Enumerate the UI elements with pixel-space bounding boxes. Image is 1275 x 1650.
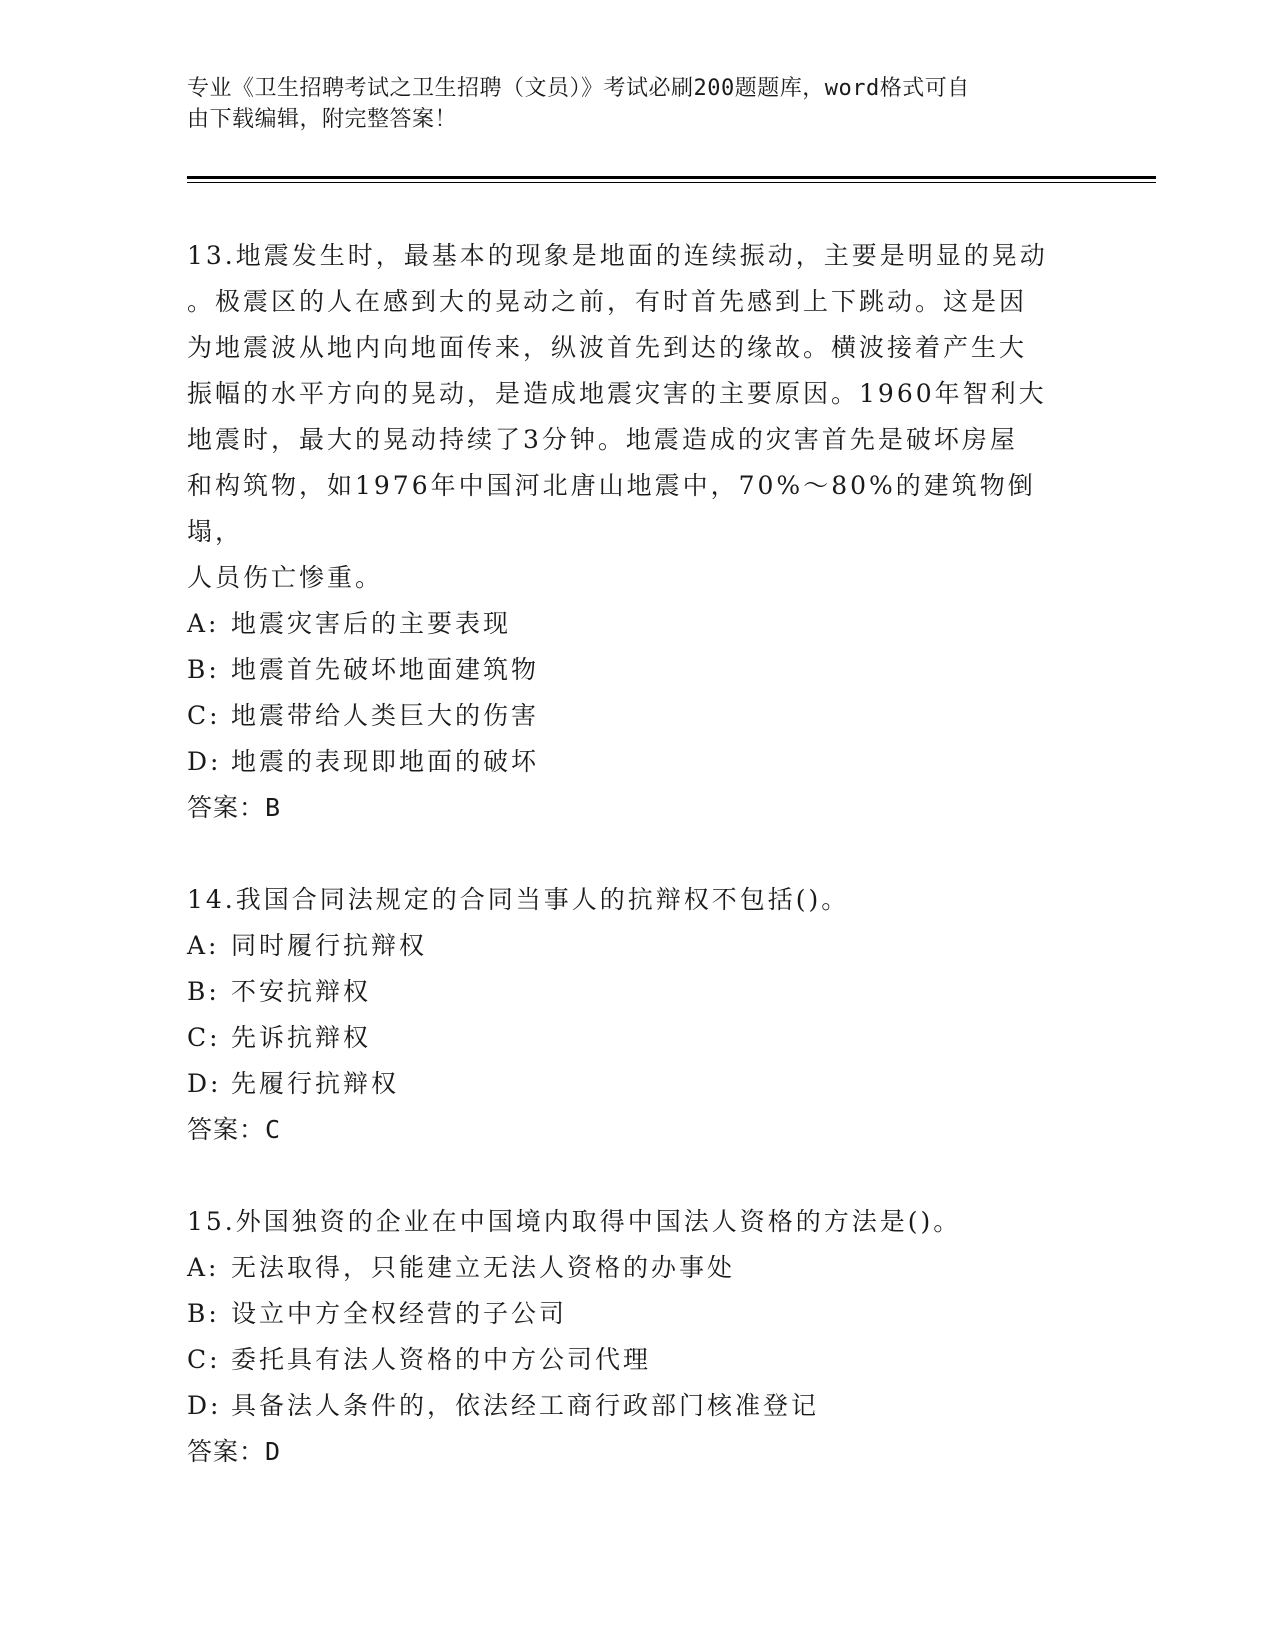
option-text: 地震灾害后的主要表现 xyxy=(231,609,512,638)
option-b xyxy=(187,1291,1067,1337)
option-key: A: xyxy=(187,931,220,960)
question-list xyxy=(187,233,1067,1521)
header-rule-thick xyxy=(187,176,1156,179)
stem-line: 振幅的水平方向的晃动，是造成地震灾害的主要原因。1960年智利大 xyxy=(187,379,1047,408)
option-list xyxy=(187,1245,1067,1429)
option-d xyxy=(187,739,1067,785)
option-text: 设立中方全权经营的子公司 xyxy=(231,1299,568,1328)
option-text: 先履行抗辩权 xyxy=(231,1069,400,1098)
option-c xyxy=(187,693,1067,739)
option-key: B: xyxy=(187,1299,220,1328)
header-line-1: 专业《卫生招聘考试之卫生招聘（文员）》考试必刷200题题库，word格式可自 xyxy=(187,76,970,101)
answer-line: 答案：B xyxy=(187,793,282,822)
option-key: B: xyxy=(187,655,220,684)
stem-line: 为地震波从地内向地面传来，纵波首先到达的缘故。横波接着产生大 xyxy=(187,333,1028,362)
option-key: C: xyxy=(187,1345,221,1374)
option-key: B: xyxy=(187,977,220,1006)
stem-line: 15.外国独资的企业在中国境内取得中国法人资格的方法是()。 xyxy=(187,1207,962,1236)
option-text: 具备法人条件的，依法经工商行政部门核准登记 xyxy=(231,1391,820,1420)
question-15 xyxy=(187,1199,1067,1475)
header-rule-thin xyxy=(187,182,1156,183)
stem-line: 14.我国合同法规定的合同当事人的抗辩权不包括()。 xyxy=(187,885,850,914)
stem-line: 地震时，最大的晃动持续了3分钟。地震造成的灾害首先是破坏房屋 xyxy=(187,425,1018,454)
option-a xyxy=(187,923,1067,969)
document-header xyxy=(187,73,1067,135)
option-text: 地震带给人类巨大的伤害 xyxy=(231,701,540,730)
option-list xyxy=(187,923,1067,1107)
question-stem xyxy=(187,233,1067,601)
option-b xyxy=(187,969,1067,1015)
option-text: 先诉抗辩权 xyxy=(231,1023,372,1052)
option-key: A: xyxy=(187,609,220,638)
option-d xyxy=(187,1061,1067,1107)
question-14 xyxy=(187,877,1067,1153)
header-line-2: 由下载编辑，附完整答案！ xyxy=(187,107,458,132)
option-a xyxy=(187,1245,1067,1291)
option-c xyxy=(187,1337,1067,1383)
option-text: 无法取得，只能建立无法人资格的办事处 xyxy=(231,1253,736,1282)
answer-line: 答案：D xyxy=(187,1437,282,1466)
option-d xyxy=(187,1383,1067,1429)
option-key: D: xyxy=(187,1391,222,1420)
option-key: A: xyxy=(187,1253,220,1282)
option-text: 不安抗辩权 xyxy=(231,977,372,1006)
stem-line: 13.地震发生时，最基本的现象是地面的连续振动，主要是明显的晃动 xyxy=(187,241,1048,270)
question-stem xyxy=(187,1199,1067,1245)
stem-line: 。极震区的人在感到大的晃动之前，有时首先感到上下跳动。这是因 xyxy=(187,287,1028,316)
option-text: 地震首先破坏地面建筑物 xyxy=(231,655,540,684)
option-key: C: xyxy=(187,701,221,730)
option-text: 地震的表现即地面的破坏 xyxy=(231,747,540,776)
option-key: D: xyxy=(187,1069,222,1098)
option-text: 同时履行抗辩权 xyxy=(231,931,428,960)
option-b xyxy=(187,647,1067,693)
stem-line: 人员伤亡惨重。 xyxy=(187,563,384,592)
option-key: D: xyxy=(187,747,222,776)
option-text: 委托具有法人资格的中方公司代理 xyxy=(231,1345,652,1374)
question-stem xyxy=(187,877,1067,923)
question-13 xyxy=(187,233,1067,831)
option-key: C: xyxy=(187,1023,221,1052)
answer-line: 答案：C xyxy=(187,1115,282,1144)
option-list xyxy=(187,601,1067,785)
option-a xyxy=(187,601,1067,647)
stem-line: 和构筑物，如1976年中国河北唐山地震中，70%～80%的建筑物倒塌， xyxy=(187,471,1036,546)
option-c xyxy=(187,1015,1067,1061)
